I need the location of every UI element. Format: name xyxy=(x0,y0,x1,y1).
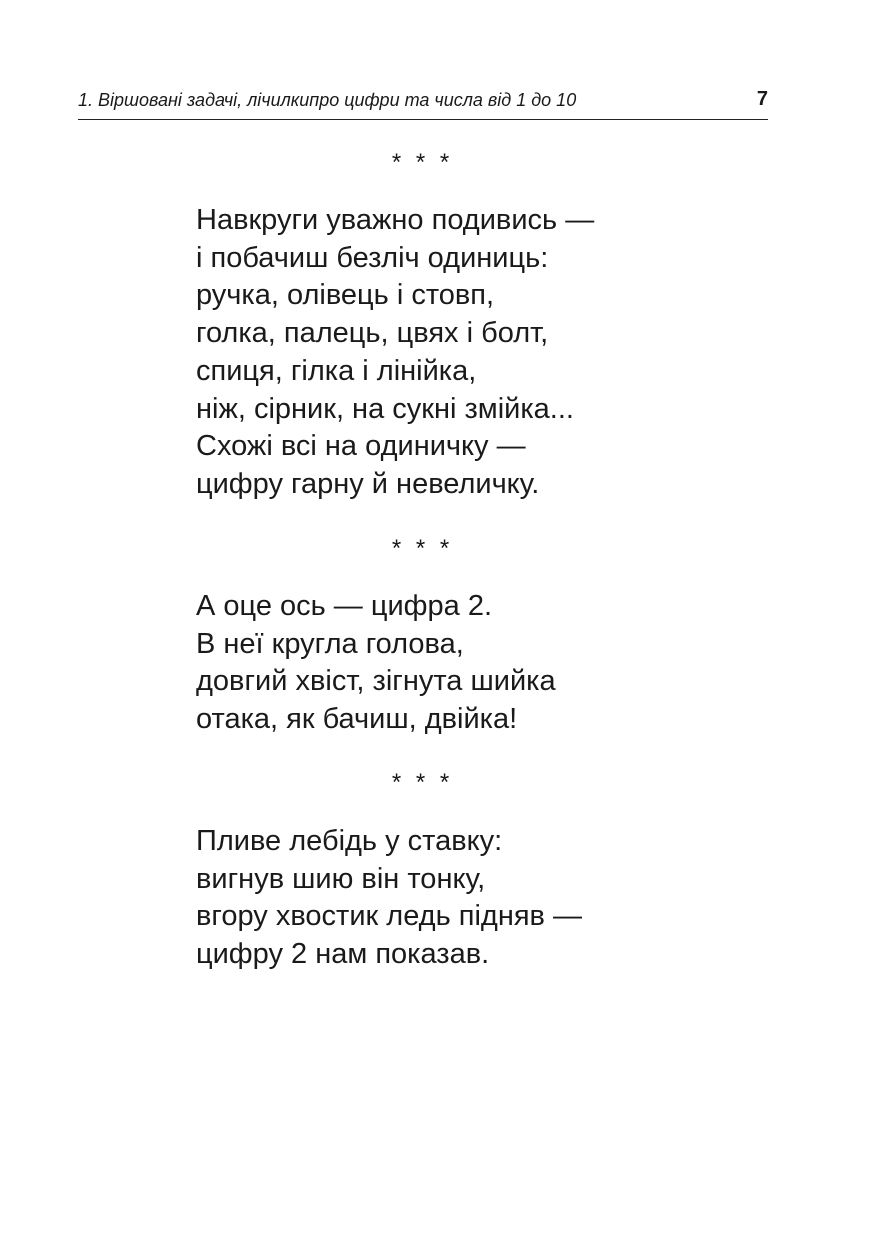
poem-line: і побачиш безліч одиниць: xyxy=(196,241,549,274)
stanza-2 xyxy=(196,588,756,739)
poem-line: Навкруги уважно подивись — xyxy=(196,204,595,236)
poem-line: А оце ось — цифра 2. xyxy=(196,590,493,622)
stanza-separator: * * * xyxy=(391,535,454,562)
stanza-separator: * * * xyxy=(391,149,454,176)
stanza-1 xyxy=(196,202,756,504)
stanza-separator: * * * xyxy=(391,769,454,796)
running-title: 1. Віршовані задачі, лічилкипро цифри та числа від 1 до 10 xyxy=(78,90,577,110)
poem-line: В неї кругла голова, xyxy=(196,627,464,660)
poem-line: Пливе лебідь у ставку: xyxy=(196,825,503,857)
poem-line: голка, палець, цвях і болт, xyxy=(196,317,549,350)
page-number: 7 xyxy=(756,88,768,110)
poem-line: цифру гарну й невеличку. xyxy=(196,467,540,500)
running-header xyxy=(78,88,768,120)
poem-line: довгий хвіст, зігнута шийка xyxy=(196,665,556,698)
poem-line: ручка, олівець і стовп, xyxy=(196,279,495,312)
poem-line: цифру 2 нам показав. xyxy=(196,938,490,971)
poem-line: ніж, сірник, на сукні змійка... xyxy=(196,392,574,425)
poem-line: отака, як бачиш, двійка! xyxy=(196,703,518,736)
poem-line: спиця, гілка і лінійка, xyxy=(196,354,477,387)
poem-line: Схожі всі на одиничку — xyxy=(196,430,526,463)
poem-line: вигнув шию він тонку, xyxy=(196,862,486,895)
poem-line: вгору хвостик ледь підняв — xyxy=(196,900,583,933)
stanza-3 xyxy=(196,823,756,974)
